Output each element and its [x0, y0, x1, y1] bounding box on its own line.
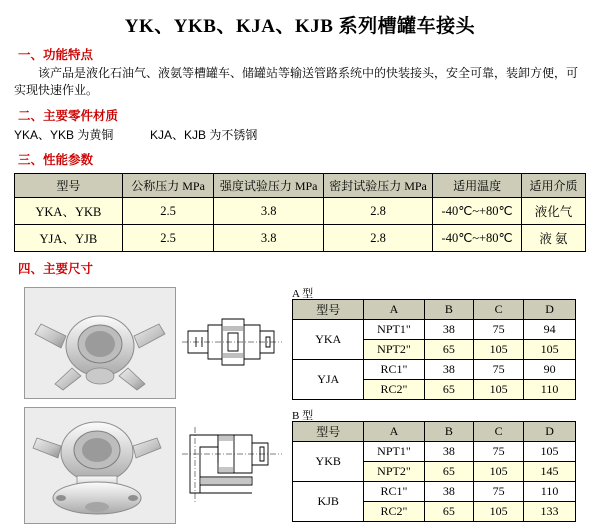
col-d: D: [524, 300, 576, 320]
cell-c: 105: [474, 380, 524, 400]
cell-c: 75: [474, 320, 524, 340]
cell-model: YKA、YKB: [15, 198, 123, 225]
cell-a: NPT2": [364, 340, 424, 360]
col-temperature: 适用温度: [433, 174, 522, 198]
table-row: [293, 442, 576, 462]
cell-b: 38: [424, 360, 474, 380]
col-model: 型号: [15, 174, 123, 198]
cell-d: 94: [524, 320, 576, 340]
section-heading-dimensions: 四、主要尺寸: [18, 262, 94, 276]
cell-model: YJA、YJB: [15, 225, 123, 252]
cell-c: 105: [474, 340, 524, 360]
cell-d: 110: [524, 380, 576, 400]
section-drawing-type-b: [182, 407, 282, 522]
features-paragraph: 该产品是液化石油气、液氨等槽罐车、储罐站等输送管路系统中的快装接头，安全可靠，装卸方便，可实现快速作业。: [14, 66, 579, 97]
cell-d: 145: [524, 462, 576, 482]
col-strength-pressure: 强度试验压力 MPa: [214, 174, 323, 198]
cell-b: 65: [424, 462, 474, 482]
sketch-a-graphic: [182, 287, 282, 397]
cell-strength-pressure: 3.8: [214, 225, 323, 252]
cell-c: 75: [474, 360, 524, 380]
photo-a-graphic: [25, 288, 175, 398]
col-nominal-pressure: 公称压力 MPa: [122, 174, 214, 198]
page-title: YK、YKB、KJA、KJB 系列槽罐车接头: [124, 16, 476, 37]
cell-b: 65: [424, 502, 474, 522]
col-b: B: [424, 422, 474, 442]
table-header-row: [15, 174, 586, 198]
cell-model: YKB: [293, 442, 364, 482]
cell-d: 105: [524, 442, 576, 462]
dimension-table-b: [292, 421, 576, 522]
photo-b-graphic: [25, 408, 175, 523]
section-heading-material: 二、主要零件材质: [18, 109, 119, 123]
material-line: [14, 126, 600, 143]
cell-medium: 液 氨: [521, 225, 585, 252]
product-photo-type-b: [24, 407, 176, 524]
cell-a: RC1": [364, 482, 424, 502]
cell-temperature: -40℃~+80℃: [433, 198, 522, 225]
cell-a: NPT1": [364, 442, 424, 462]
product-photo-type-a: [24, 287, 176, 399]
performance-table: [14, 173, 586, 252]
col-model: 型号: [293, 300, 364, 320]
cell-b: 38: [424, 442, 474, 462]
cell-model: KJB: [293, 482, 364, 522]
col-a: A: [364, 422, 424, 442]
cell-a: RC2": [364, 380, 424, 400]
table-row: [15, 225, 586, 252]
type-a-label: A 型: [292, 288, 314, 300]
material-steel-text: KJA、KJB 为不锈钢: [150, 128, 258, 142]
cell-d: 133: [524, 502, 576, 522]
cell-a: RC2": [364, 502, 424, 522]
table-row: [293, 320, 576, 340]
cell-d: 90: [524, 360, 576, 380]
cell-c: 105: [474, 462, 524, 482]
document-page: [0, 11, 600, 527]
cell-temperature: -40℃~+80℃: [433, 225, 522, 252]
section-heading-performance: 三、性能参数: [18, 153, 94, 167]
section-drawing-type-a: [182, 287, 282, 397]
cell-model: YJA: [293, 360, 364, 400]
drawings-area: [0, 283, 600, 531]
sketch-b-graphic: [182, 407, 282, 522]
cell-b: 38: [424, 320, 474, 340]
col-a: A: [364, 300, 424, 320]
col-b: B: [424, 300, 474, 320]
cell-c: 75: [474, 442, 524, 462]
material-brass-text: YKA、YKB 为黄铜: [14, 128, 114, 142]
cell-b: 38: [424, 482, 474, 502]
cell-a: RC1": [364, 360, 424, 380]
cell-seal-pressure: 2.8: [323, 225, 432, 252]
cell-c: 75: [474, 482, 524, 502]
col-seal-pressure: 密封试验压力 MPa: [323, 174, 432, 198]
col-d: D: [524, 422, 576, 442]
cell-medium: 液化气: [521, 198, 585, 225]
cell-d: 105: [524, 340, 576, 360]
dimension-table-a: [292, 299, 576, 400]
col-model: 型号: [293, 422, 364, 442]
cell-strength-pressure: 3.8: [214, 198, 323, 225]
cell-a: NPT1": [364, 320, 424, 340]
cell-seal-pressure: 2.8: [323, 198, 432, 225]
col-medium: 适用介质: [521, 174, 585, 198]
cell-model: YKA: [293, 320, 364, 360]
table-row: [15, 198, 586, 225]
table-row: [293, 360, 576, 380]
section-heading-features: 一、功能特点: [18, 48, 94, 62]
table-row: [293, 482, 576, 502]
cell-b: 65: [424, 380, 474, 400]
type-b-label: B 型: [292, 410, 314, 422]
cell-b: 65: [424, 340, 474, 360]
table-header-row: [293, 300, 576, 320]
cell-nominal-pressure: 2.5: [122, 225, 214, 252]
col-c: C: [474, 300, 524, 320]
cell-nominal-pressure: 2.5: [122, 198, 214, 225]
table-header-row: [293, 422, 576, 442]
cell-a: NPT2": [364, 462, 424, 482]
col-c: C: [474, 422, 524, 442]
cell-d: 110: [524, 482, 576, 502]
cell-c: 105: [474, 502, 524, 522]
